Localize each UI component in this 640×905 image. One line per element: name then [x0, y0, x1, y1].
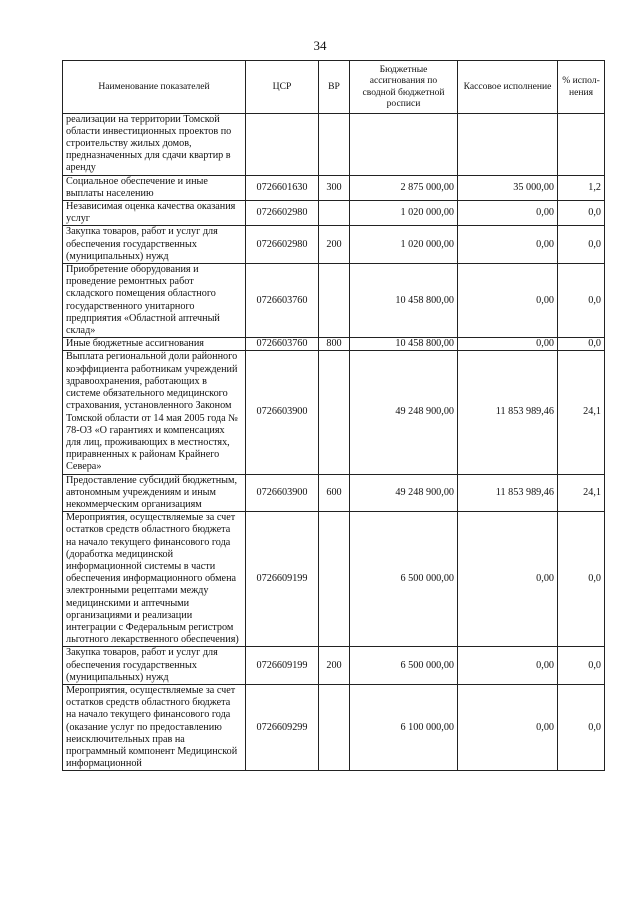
- header-name: Наименование показателей: [63, 61, 246, 114]
- row-percent: 0,0: [558, 264, 605, 338]
- row-execution: 0,00: [458, 647, 558, 685]
- table-row: [63, 647, 605, 685]
- row-csr: 0726603760: [246, 338, 319, 351]
- row-execution: [458, 113, 558, 175]
- row-budget: 6 500 000,00: [350, 647, 458, 685]
- row-vr: [319, 512, 350, 647]
- row-execution: 35 000,00: [458, 175, 558, 200]
- row-vr: 200: [319, 226, 350, 264]
- row-budget: 6 500 000,00: [350, 512, 458, 647]
- row-budget: 10 458 800,00: [350, 264, 458, 338]
- row-percent: 0,0: [558, 512, 605, 647]
- table-row: [63, 351, 605, 474]
- header-budget: Бюджетные ассигнования по сводной бюджетной росписи: [350, 61, 458, 114]
- row-budget: 6 100 000,00: [350, 684, 458, 770]
- row-budget: 1 020 000,00: [350, 226, 458, 264]
- row-percent: 1,2: [558, 175, 605, 200]
- row-name: Мероприятия, осуществляемые за счет остатков средств областного бюджета на начало текущего финансового года (оказание услуг по предоставлению неисключительных прав на программный компонент Медицинской информационной: [63, 684, 246, 770]
- row-csr: 0726602980: [246, 226, 319, 264]
- row-name: Мероприятия, осуществляемые за счет остатков средств областного бюджета на начало текущего финансового года (доработка медицинской информационной системы в части обеспечения информационного обмена электронными рецептами между медицинскими и аптечными организациями и реализации интеграции с Федеральным регистром льготного лекарственного обеспечения): [63, 512, 246, 647]
- table-row: [63, 226, 605, 264]
- row-vr: 800: [319, 338, 350, 351]
- row-name: Иные бюджетные ассигнования: [63, 338, 246, 351]
- table-row: [63, 175, 605, 200]
- budget-execution-table: [62, 60, 605, 771]
- row-name: Закупка товаров, работ и услуг для обеспечения государственных (муниципальных) нужд: [63, 226, 246, 264]
- row-name: реализации на территории Томской области инвестиционных проектов по строительству жилых домов, предназначенных для сдачи квартир в аренду: [63, 113, 246, 175]
- row-vr: 600: [319, 474, 350, 512]
- header-execution: Кассовое исполнение: [458, 61, 558, 114]
- table-row: [63, 201, 605, 226]
- table-row: [63, 338, 605, 351]
- row-execution: 0,00: [458, 264, 558, 338]
- row-percent: 0,0: [558, 201, 605, 226]
- row-budget: [350, 113, 458, 175]
- row-vr: 300: [319, 175, 350, 200]
- row-percent: 24,1: [558, 474, 605, 512]
- table-row: [63, 512, 605, 647]
- row-csr: 0726602980: [246, 201, 319, 226]
- row-budget: 1 020 000,00: [350, 201, 458, 226]
- row-budget: 49 248 900,00: [350, 474, 458, 512]
- row-execution: 11 853 989,46: [458, 474, 558, 512]
- row-csr: 0726609199: [246, 647, 319, 685]
- header-csr: ЦСР: [246, 61, 319, 114]
- row-name: Закупка товаров, работ и услуг для обеспечения государственных (муниципальных) нужд: [63, 647, 246, 685]
- row-vr: [319, 264, 350, 338]
- row-csr: 0726603900: [246, 351, 319, 474]
- row-percent: 24,1: [558, 351, 605, 474]
- row-vr: [319, 351, 350, 474]
- table-row: [63, 113, 605, 175]
- table-row: [63, 684, 605, 770]
- table-row: [63, 264, 605, 338]
- table-body: [63, 113, 605, 771]
- row-execution: 0,00: [458, 512, 558, 647]
- header-vr: ВР: [319, 61, 350, 114]
- row-vr: 200: [319, 647, 350, 685]
- row-csr: [246, 113, 319, 175]
- row-name: Социальное обеспечение и иные выплаты населению: [63, 175, 246, 200]
- row-percent: 0,0: [558, 226, 605, 264]
- row-execution: 0,00: [458, 338, 558, 351]
- row-vr: [319, 684, 350, 770]
- row-vr: [319, 113, 350, 175]
- row-csr: 0726603900: [246, 474, 319, 512]
- row-execution: 0,00: [458, 226, 558, 264]
- row-budget: 49 248 900,00: [350, 351, 458, 474]
- row-name: Приобретение оборудования и проведение ремонтных работ складского помещения областного государственного унитарного предприятия «Областной аптечный склад»: [63, 264, 246, 338]
- row-execution: 0,00: [458, 201, 558, 226]
- row-csr: 0726601630: [246, 175, 319, 200]
- table-header-row: [63, 61, 605, 114]
- page-number: 34: [313, 38, 327, 53]
- row-budget: 2 875 000,00: [350, 175, 458, 200]
- row-execution: 11 853 989,46: [458, 351, 558, 474]
- row-csr: 0726609199: [246, 512, 319, 647]
- row-vr: [319, 201, 350, 226]
- row-name: Предоставление субсидий бюджетным, автономным учреждениям и иным некоммерческим организациям: [63, 474, 246, 512]
- row-percent: [558, 113, 605, 175]
- table-row: [63, 474, 605, 512]
- row-budget: 10 458 800,00: [350, 338, 458, 351]
- row-csr: 0726603760: [246, 264, 319, 338]
- row-percent: 0,0: [558, 338, 605, 351]
- row-percent: 0,0: [558, 647, 605, 685]
- row-percent: 0,0: [558, 684, 605, 770]
- row-name: Независимая оценка качества оказания услуг: [63, 201, 246, 226]
- row-execution: 0,00: [458, 684, 558, 770]
- row-csr: 0726609299: [246, 684, 319, 770]
- header-percent: % испол-нения: [558, 61, 605, 114]
- row-name: Выплата региональной доли районного коэффициента работникам учреждений здравоохранения, работающих в системе обязательного медицинского страхования, установленного Законом Томской области от 14 мая 2005 года № 78-ОЗ «О гарантиях и компенсациях для лиц, проживающих в местностях, приравненных к районам Крайнего Севера»: [63, 351, 246, 474]
